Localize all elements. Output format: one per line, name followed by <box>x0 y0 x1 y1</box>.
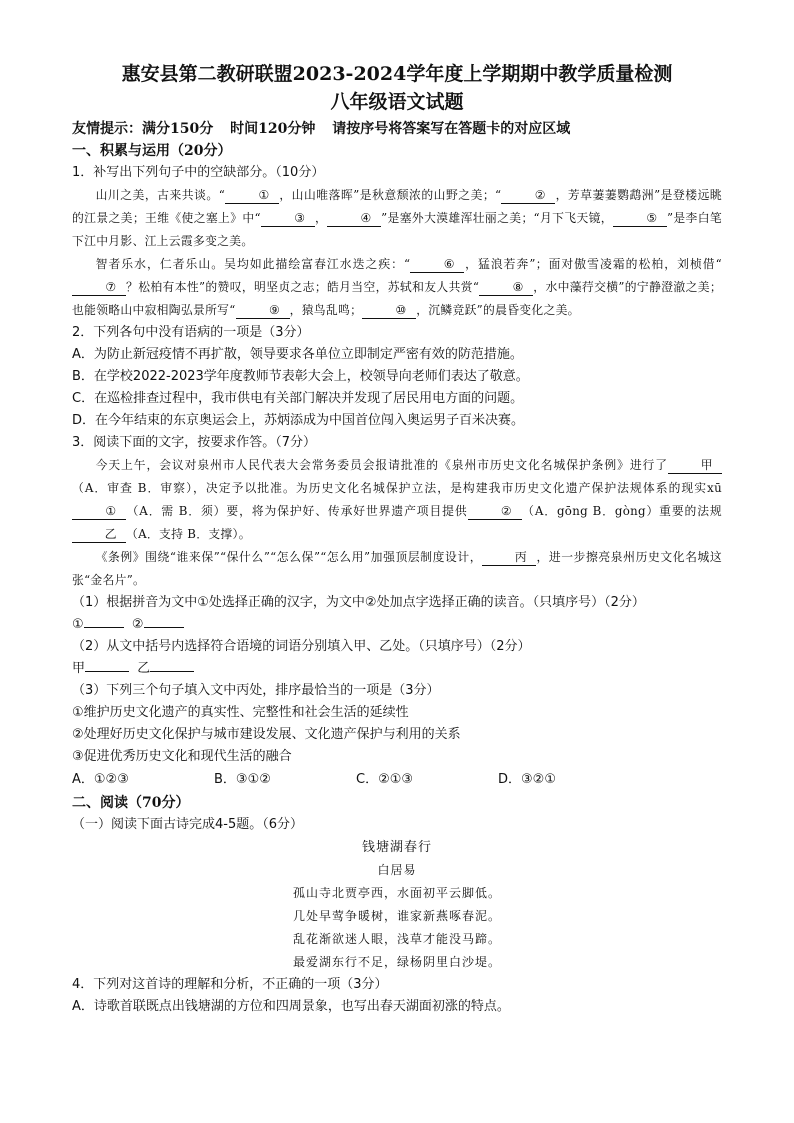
answer-blank <box>84 627 124 628</box>
poem-line-3: 乱花渐欲迷人眼，浅草才能没马蹄。 <box>292 932 501 946</box>
poem-line-2: 几处早莺争暖树，谁家新燕啄春泥。 <box>292 909 501 923</box>
exam-page <box>72 60 722 1018</box>
blank-yi: 乙 <box>72 526 126 543</box>
poem-author: 白居易 <box>377 863 417 877</box>
hint-note: 请按序号将答案写在答题卡的对应区域 <box>332 121 571 137</box>
question-3-sub-1: （1）根据拼音为文中①处选择正确的汉字，为文中②处加点字选择正确的读音。（只填序号）（2分） <box>72 595 645 610</box>
question-4-stem: 4．下列对这首诗的理解和分析，不正确的一项（3分） <box>72 977 388 992</box>
question-3-sub-2-answers: 甲 乙 <box>72 658 722 680</box>
question-2-option-b: B．在学校2022-2023学年度教师节表彰大会上，校领导向老师们表达了敬意。 <box>72 369 529 384</box>
option-c: C．②①③ <box>356 772 414 787</box>
blank-jia: 甲 <box>668 457 722 474</box>
section-heading-2: 二、阅读（70分） <box>72 795 190 811</box>
sentence-3: ③促进优秀历史文化和现代生活的融合 <box>72 749 292 764</box>
question-3-paragraph-1: 今天上午，会议对泉州市人民代表大会常务委员会报请批准的《泉州市历史文化名城保护条例》进行了 甲（A．审查 B．审察），决定予以批准。为历史文化名城保护立法，是构建我市历史文化遗产保护法规体系的现实xū① （A．需 B．须）要，将为保护好、传承好世界遗产项目提供 ② （A．gōng B．gòng）重要的法规乙 （A．支持 B．支撑）。 <box>72 458 723 541</box>
poem-line-4: 最爱湖东行不足，绿杨阴里白沙堤。 <box>292 955 501 969</box>
hint-score: 友情提示：满分150分 <box>72 121 214 137</box>
blank-4: ④ <box>327 210 381 227</box>
question-1-paragraph-1: 山川之美，古来共谈。“ ① ，山山唯落晖”是秋意颓浓的山野之美；“ ② ，芳草萋萋鹦鹉洲”是登楼远眺的江景之美；王维《使之塞上》中“ ③ ， ④ ”是塞外大漠雄浑壮丽之美；“月下飞天镜， ⑤ ”是李白笔下江中月影、江上云霞多变之美。 <box>72 188 722 248</box>
blank-3: ③ <box>261 210 315 227</box>
answer-blank <box>150 671 194 672</box>
sentence-1: ①维护历史文化遗产的真实性、完整性和社会生活的延续性 <box>72 705 409 720</box>
answer-blank <box>144 627 184 628</box>
option-a: A．①②③ <box>72 772 129 787</box>
blank-5: ⑤ <box>613 210 667 227</box>
poem-title: 钱塘湖春行 <box>361 840 432 855</box>
blank-10: ⑩ <box>362 302 416 319</box>
blank-1: ① <box>225 187 279 204</box>
question-2-option-c: C．在巡检排查过程中，我市供电有关部门解决并发现了居民用电方面的问题。 <box>72 391 524 406</box>
question-2-stem: 2．下列各句中没有语病的一项是（3分） <box>72 325 310 340</box>
sentence-2: ②处理好历史文化保护与城市建设发展、文化遗产保护与利用的关系 <box>72 727 461 742</box>
poem-line-1: 孤山寺北贾亭西，水面初平云脚低。 <box>292 886 501 900</box>
blank-9: ⑨ <box>236 302 290 319</box>
hint-time: 时间120分钟 <box>230 121 316 137</box>
question-2-option-d: D．在今年结束的东京奥运会上，苏炳添成为中国首位闯入奥运男子百米决赛。 <box>72 413 525 428</box>
question-3-sub-1-answers: ① ② <box>72 614 722 636</box>
question-1-paragraph-2: 智者乐水，仁者乐山。吴均如此描绘富春江水迭之疾：“ ⑥ ，猛浪若奔”；面对傲雪凌霜的松柏，刘桢借“⑦ ？松柏有本性”的赞叹，明坚贞之志；皓月当空，苏轼和友人共赏“ ⑧ ，水中藻荇交横”的宁静澄澈之美；也能领略山中寂相陶弘景所写“ ⑨ ，猿鸟乱鸣； ⑩ ，沉鳞竞跃”的晨昏变化之美。 <box>72 257 722 317</box>
question-3-sub-2: （2）从文中括号内选择符合语境的词语分别填入甲、乙处。（只填序号）（2分） <box>72 639 531 654</box>
question-3-stem: 3．阅读下面的文字，按要求作答。（7分） <box>72 435 317 450</box>
question-3-sub-3: （3）下列三个句子填入文中丙处，排序最恰当的一项是（3分） <box>72 683 440 698</box>
page-title: 惠安县第二教研联盟2023-2024学年度上学期期中教学质量检测 <box>121 63 673 85</box>
answer-blank <box>85 671 129 672</box>
blank-7: ⑦ <box>72 279 126 296</box>
friendly-hint <box>72 118 722 140</box>
blank-6: ⑥ <box>410 256 464 273</box>
blank-bing: 丙 <box>482 549 536 566</box>
section-heading-1: 一、积累与运用（20分） <box>72 143 232 159</box>
blank-8: ⑧ <box>479 279 533 296</box>
option-b: B．③①② <box>214 772 271 787</box>
blank-2: ② <box>501 187 555 204</box>
section-2-sub: （一）阅读下面古诗完成4-5题。（6分） <box>72 817 304 832</box>
blank-circle-2: ② <box>468 503 522 520</box>
question-4-option-a: A．诗歌首联既点出钱塘湖的方位和四周景象，也写出春天湖面初涨的特点。 <box>72 999 510 1014</box>
blank-circle-1: ① <box>72 503 126 520</box>
option-d: D．③②① <box>498 772 556 787</box>
question-1-stem: 1．补写出下列句子中的空缺部分。（10分） <box>72 165 325 180</box>
question-3-paragraph-2: 《条例》围绕“谁来保”“保什么”“怎么保”“怎么用”加强顶层制度设计， 丙 ，进一步擦亮泉州历史文化名城这张“金名片”。 <box>72 550 722 587</box>
question-2-option-a: A．为防止新冠疫情不再扩散，领导要求各单位立即制定严密有效的防范措施。 <box>72 347 523 362</box>
page-subtitle: 八年级语文试题 <box>330 91 464 113</box>
question-3-options <box>72 768 722 792</box>
